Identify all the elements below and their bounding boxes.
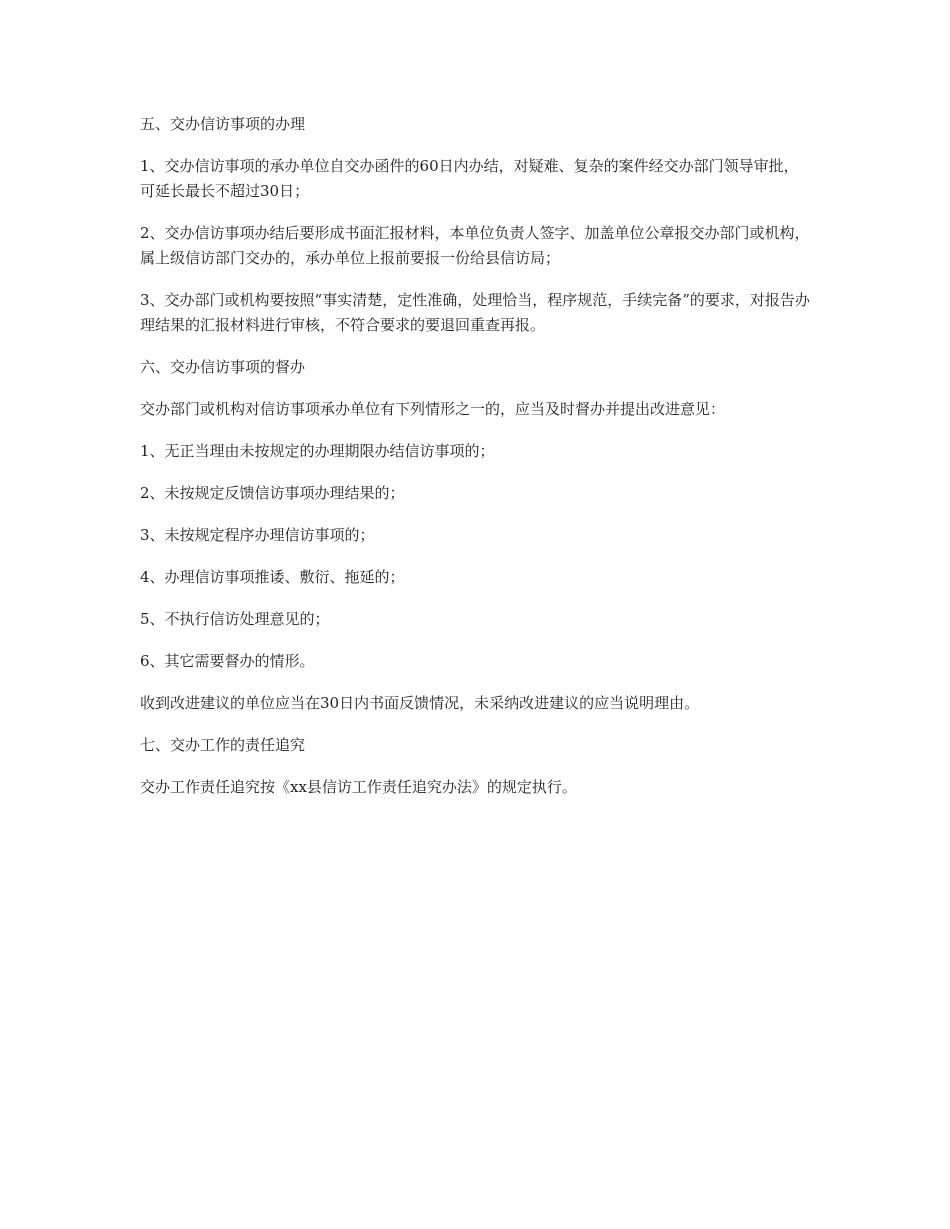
paragraph: 2、交办信访事项办结后要形成书面汇报材料，本单位负责人签字、加盖单位公章报交办部门或机构，属上级信访部门交办的，承办单位上报前要报一份给县信访局；	[140, 224, 810, 267]
section-heading-five: 五、交办信访事项的办理	[140, 115, 306, 133]
list-item: 4、办理信访事项推诿、敷衍、拖延的；	[140, 568, 405, 586]
paragraph: 3、交办部门或机构要按照“事实清楚，定性准确，处理恰当，程序规范，手续完备”的要求，对报告办理结果的汇报材料进行审核，不符合要求的要退回重查再报。	[140, 291, 810, 334]
document-body	[140, 112, 810, 817]
list-item: 6、其它需要督办的情形。	[140, 652, 315, 670]
list-item: 5、不执行信访处理意见的；	[140, 610, 330, 628]
paragraph: 交办部门或机构对信访事项承办单位有下列情形之一的，应当及时督办并提出改进意见：	[140, 400, 726, 418]
paragraph: 1、交办信访事项的承办单位自交办函件的60日内办结，对疑难、复杂的案件经交办部门领导审批，可延长最长不超过30日；	[140, 157, 799, 200]
list-item: 1、无正当理由未按规定的办理期限办结信访事项的；	[140, 442, 495, 460]
list-item: 2、未按规定反馈信访事项办理结果的；	[140, 484, 405, 502]
paragraph: 交办工作责任追究按《xx县信访工作责任追究办法》的规定执行。	[140, 778, 577, 796]
list-item: 3、未按规定程序办理信访事项的；	[140, 526, 375, 544]
paragraph: 收到改进建议的单位应当在30日内书面反馈情况，未采纳改进建议的应当说明理由。	[140, 694, 700, 712]
section-heading-six: 六、交办信访事项的督办	[140, 358, 306, 376]
section-heading-seven: 七、交办工作的责任追究	[140, 736, 306, 754]
